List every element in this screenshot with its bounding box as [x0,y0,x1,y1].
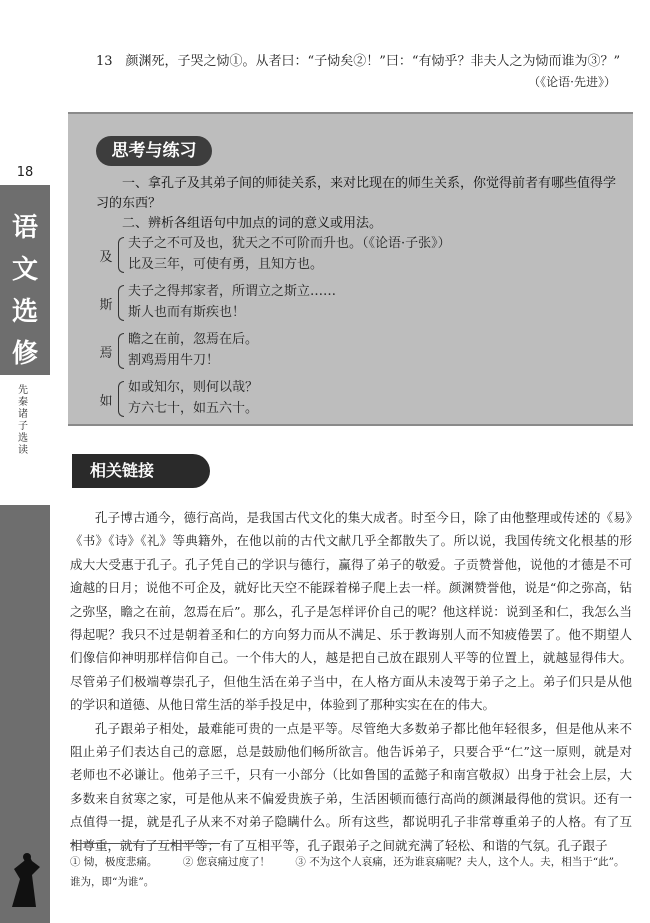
sidebar [0,165,50,923]
figure-illustration [4,849,46,909]
pair-sentence-2: 割鸡焉用牛刀！ [128,353,220,368]
book-title-char: 语 [11,213,38,243]
pair-char: 斯 [99,298,113,313]
footnote-2: ② 您哀痛过度了！ [182,856,271,868]
book-subtitle: 先秦诸子选读 [18,385,28,456]
pair-ji [96,234,616,278]
exercise-title: 思考与练习 [96,136,212,166]
footnote-divider [70,843,220,844]
passage-13 [96,52,636,92]
passage-13-text: 13 颜渊死，子哭之恸①。从者曰：“子恸矣②！”曰：“有恸乎？非夫人之为恸而谁为③？” [96,54,621,69]
pair-ru [96,378,616,422]
pair-char: 及 [99,250,113,265]
paragraph: 孔子博古通今，德行高尚，是我国古代文化的集大成者。时至今日，除了由他整理或传述的《易》《书》《诗》《礼》等典籍外，在他以前的古代文献几乎全都散失了。所以说，我国传统文化根基的形成大大受惠于孔子。孔子凭自己的学识与德行，赢得了弟子的敬爱。子贡赞誉他，说他的才德是不可逾越的日月；说他不可企及，就好比天空不能踩着梯子爬上去一样。颜渊赞誉他，说是“仰之弥高，钻之弥坚，瞻之在前，忽焉在后”。那么，孔子是怎样评价自己的呢？他这样说：说到圣和仁，我怎么当得起呢？我只不过是朝着圣和仁的方向努力而从不满足、乐于教诲别人而不知疲倦罢了。他不期望人们像信仰神明那样信仰自己。一个伟大的人，越是把自己放在跟别人平等的位置上，就越显得伟大。尽管弟子们极端尊崇孔子，但他生活在弟子当中，在人格方面从未凌驾于弟子之上。弟子们只是从他的学识和道德、从他日常生活的举手投足中，体验到了那种实实在在的伟大。 [70,510,632,713]
pair-sentence-1: 夫子之不可及也，犹天之不可阶而升也。（《论语·子张》） [128,236,451,251]
brace [118,381,124,417]
pair-char: 焉 [99,346,113,361]
exercise-box [68,112,633,426]
pair-sentence-1: 夫子之得邦家者，所谓立之斯立…… [128,284,337,299]
related-links-title: 相关链接 [72,454,210,488]
article-body [70,506,632,857]
pair-sentence-2: 比及三年，可使有勇，且知方也。 [128,257,324,272]
brace [118,285,124,321]
paragraph: 孔子跟弟子相处，最难能可贵的一点是平等。尽管绝大多数弟子都比他年轻很多，但是他从来不阻止弟子们表达自己的意愿，总是鼓励他们畅所欲言。他告诉弟子，只要合乎“仁”这一原则，就是对老师也不必谦让。他弟子三千，只有一小部分（比如鲁国的孟懿子和南宫敬叔）出身于社会上层，大多数来自贫寒之家，可是他从来不偏爱贵族子弟，生活困顿而德行高尚的颜渊最得他的赏识。还有一点值得一提，就是孔子从来不对弟子隐瞒什么。所有这些，都说明孔子非常尊重弟子的人格。有了互相尊重，就有了互相平等；有了互相平等，孔子跟弟子之间就充满了轻松、和谐的气氛。孔子跟子 [70,720,632,853]
pair-si [96,282,616,326]
footnotes [70,852,630,892]
question-1: 一、拿孔子及其弟子间的师徒关系，来对比现在的师生关系，你觉得前者有哪些值得学习的东西？ [96,176,617,211]
exercise-questions [96,174,616,234]
question-2: 二、辨析各组语句中加点的词的意义或用法。 [122,216,383,231]
pair-sentence-1: 瞻之在前，忽焉在后。 [128,332,259,347]
brace [118,237,124,273]
book-title-char: 修 [11,339,38,369]
pair-yan [96,330,616,374]
pair-sentence-2: 方六七十，如五六十。 [128,401,259,416]
page-number: 18 [16,165,34,180]
footnote-3: ③ 不为这个人哀痛，还为谁哀痛呢？夫人，这个人。夫，相当于“此”。谁为，即“为谁”。 [70,856,625,888]
book-title-char: 文 [11,255,38,285]
book-title-char: 选 [11,297,38,327]
brace [118,333,124,369]
footnote-1: ① 恸，极度悲痛。 [70,856,158,868]
word-pairs [96,234,616,426]
book-title [4,207,46,375]
pair-char: 如 [99,394,113,409]
passage-13-source: （《论语·先进》） [528,75,616,89]
pair-sentence-2: 斯人也而有斯疾也！ [128,305,246,320]
book-subtitle-box [0,375,50,505]
pair-sentence-1: 如或知尔，则何以哉？ [128,380,259,395]
